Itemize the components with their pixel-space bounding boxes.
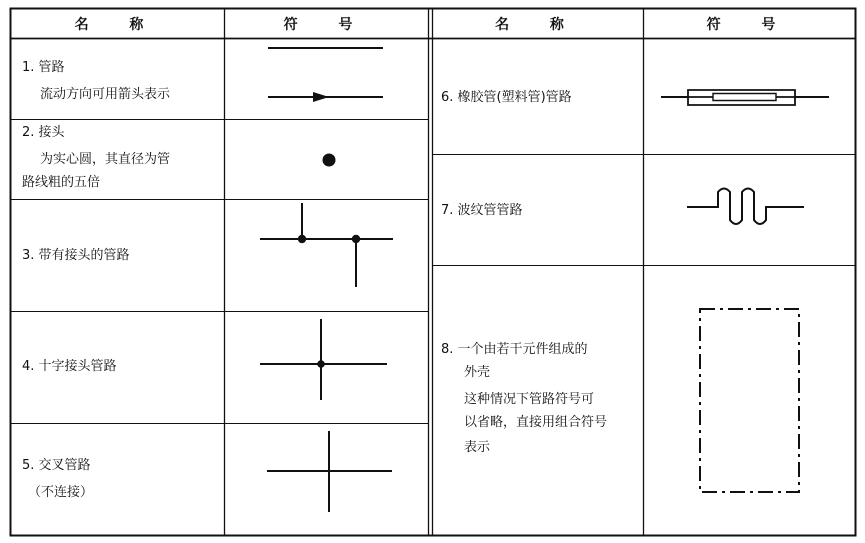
row-2-note-line2: 路线粗的五倍: [22, 175, 101, 190]
row-1-note: 流动方向可用箭头表示: [40, 87, 171, 102]
bellows-icon: [644, 155, 855, 265]
row-8-note-line1: 这种情况下管路符号可: [464, 392, 595, 407]
pipe-with-joints-icon: [225, 200, 428, 311]
header-symbol-left: 符 号: [283, 17, 371, 33]
row-8-note-line2: 以省略，直接用组合符号: [464, 415, 608, 430]
header-name-right: 名 称: [495, 17, 582, 33]
row-8-title-line2: 外壳: [464, 365, 491, 380]
row-8-note-line3: 表示: [464, 440, 491, 455]
row-2-note-line1: 为实心圆，其直径为管: [40, 152, 171, 167]
filled-dot-icon: [225, 120, 428, 199]
row-5-title: 5. 交叉管路: [22, 458, 91, 473]
row-1-title: 1. 管路: [22, 60, 65, 75]
header-name-left: 名 称: [74, 17, 162, 33]
row-5-note: （不连接）: [28, 485, 94, 500]
row-6-title: 6. 橡胶管(塑料管)管路: [441, 90, 572, 105]
row-2-title: 2. 接头: [22, 125, 65, 140]
crossing-pipes-icon: [225, 424, 428, 535]
row-8-title-line1: 8. 一个由若干元件组成的: [441, 342, 588, 357]
header-symbol-right: 符 号: [706, 17, 794, 33]
rubber-hose-icon: [644, 39, 855, 154]
row-7-title: 7. 波纹管管路: [441, 203, 523, 218]
dash-dot-enclosure-icon: [644, 266, 855, 535]
row-4-title: 4. 十字接头管路: [22, 359, 117, 374]
pipe-with-arrow-icon: [225, 39, 428, 119]
row-3-title: 3. 带有接头的管路: [22, 248, 130, 263]
cross-joint-icon: [225, 312, 428, 423]
